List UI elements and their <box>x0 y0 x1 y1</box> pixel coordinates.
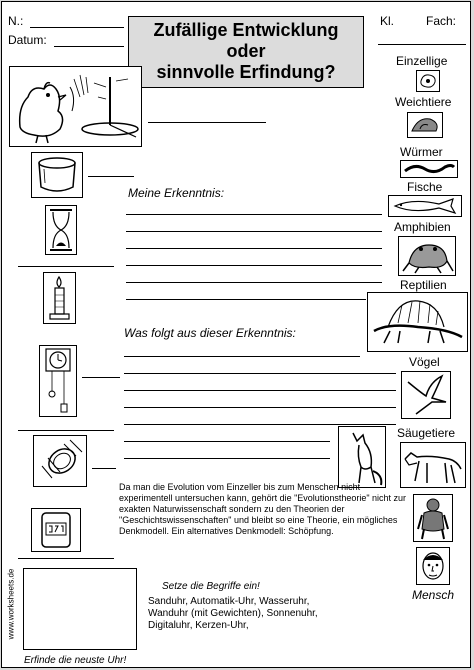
site-credit-text: www.worksheets.de <box>6 568 16 640</box>
consequence-line-1[interactable] <box>124 356 360 357</box>
human-picture <box>416 547 450 585</box>
bird-icon <box>402 372 450 418</box>
wolf-picture <box>400 442 466 488</box>
class-label: Kl. <box>380 14 395 28</box>
digital-watch-picture <box>31 508 81 552</box>
consequence-prompt: Was folgt aus dieser Erkenntnis: <box>124 326 296 340</box>
task-terms: Sanduhr, Automatik-Uhr, Wasseruhr, Wanduhr (mit Gewichten), Sonnenuhr, Digitaluhr, Kerzen-Uhr, <box>148 596 318 631</box>
reptile-picture <box>367 292 468 352</box>
date-label: Datum: <box>8 33 47 47</box>
consequence-line-6[interactable] <box>124 441 330 442</box>
animal-label-voegel: Vögel <box>409 355 440 369</box>
fish-icon <box>389 196 461 216</box>
animal-label-wuermer: Würmer <box>400 145 443 159</box>
single-cell-icon <box>417 71 439 91</box>
dimetrodon-icon <box>368 293 467 351</box>
answer-line-hourglass[interactable] <box>18 266 114 267</box>
digital-watch-icon <box>32 509 80 551</box>
consequence-line-4[interactable] <box>124 407 396 408</box>
worm-picture <box>400 160 458 178</box>
bowl-icon <box>32 153 82 197</box>
consequence-line-2[interactable] <box>124 373 396 374</box>
worksheet <box>1 1 471 668</box>
knowledge-line-1[interactable] <box>126 214 382 215</box>
title-line-2: oder <box>226 41 266 61</box>
snail-icon <box>408 113 442 137</box>
task-heading: Setze die Begriffe ein! <box>162 581 260 592</box>
date-line[interactable] <box>54 46 124 47</box>
fish-picture <box>388 195 462 217</box>
answer-line-water-clock[interactable] <box>88 176 134 177</box>
ape-picture <box>413 494 453 542</box>
hourglass-picture <box>45 205 77 255</box>
invention-drawing-box[interactable] <box>23 568 137 650</box>
wristwatch-icon <box>34 436 86 486</box>
animal-label-einzellige: Einzellige <box>396 54 448 68</box>
animal-label-amphibien: Amphibien <box>394 220 451 234</box>
sundial-rooster-picture <box>9 66 142 147</box>
explanation-text: Da man die Evolution vom Einzeller bis zum Menschen nicht experimentell untersuchen kann, gehört die "Evolutionstheorie" nicht zur exakten Naturwissenschaft sondern zu den Theorien der "Geschichtswissenschaften" und bleibt so eine Theorie, ein mögliches Denkmodell. Ein alternatives Denkmodell: Schöpfung. <box>119 482 407 536</box>
name-line[interactable] <box>30 27 124 28</box>
automatic-watch-picture <box>33 435 87 487</box>
class-subject-line[interactable] <box>378 44 466 45</box>
answer-line-automatic-watch[interactable] <box>92 468 116 469</box>
knowledge-line-6[interactable] <box>126 299 366 300</box>
consequence-line-5[interactable] <box>124 424 396 425</box>
animal-label-weichtiere: Weichtiere <box>395 95 452 109</box>
answer-line-wall-clock[interactable] <box>82 377 120 378</box>
fox-icon <box>339 427 385 487</box>
single-cell-picture <box>416 70 440 92</box>
animal-label-reptilien: Reptilien <box>400 278 447 292</box>
animal-label-saeugetiere: Säugetiere <box>397 426 456 440</box>
frog-icon <box>399 237 455 275</box>
answer-line-extra[interactable] <box>18 430 114 431</box>
answer-line-sundial[interactable] <box>148 122 266 123</box>
hourglass-icon <box>46 206 76 254</box>
face-icon <box>417 548 449 584</box>
animal-label-mensch: Mensch <box>412 588 455 602</box>
amphibian-picture <box>398 236 456 276</box>
title-line-3: sinnvolle Erfindung? <box>156 62 336 82</box>
ape-icon <box>414 495 452 541</box>
title-box <box>128 16 364 88</box>
water-clock-picture <box>31 152 83 198</box>
knowledge-prompt: Meine Erkenntnis: <box>128 186 225 200</box>
knowledge-line-2[interactable] <box>126 231 382 232</box>
worm-icon <box>401 161 457 177</box>
title-line-1: Zufällige Entwicklung <box>153 20 339 40</box>
bird-picture <box>401 371 451 419</box>
consequence-line-7[interactable] <box>124 458 330 459</box>
invention-prompt: Erfinde die neuste Uhr! <box>24 655 127 666</box>
candle-clock-picture <box>43 272 76 324</box>
wall-clock-picture <box>39 345 77 417</box>
site-credit <box>5 554 17 654</box>
fox-picture <box>338 426 386 488</box>
wall-clock-icon <box>40 346 76 416</box>
wolf-icon <box>401 443 465 487</box>
candle-icon <box>44 273 75 323</box>
sundial-rooster-icon <box>10 67 141 146</box>
knowledge-line-3[interactable] <box>126 248 382 249</box>
consequence-line-3[interactable] <box>124 390 396 391</box>
answer-line-digital-watch[interactable] <box>18 558 114 559</box>
subject-label: Fach: <box>426 14 457 28</box>
mollusc-picture <box>407 112 443 138</box>
knowledge-line-5[interactable] <box>126 282 382 283</box>
knowledge-line-4[interactable] <box>126 265 382 266</box>
name-label: N.: <box>8 14 24 28</box>
animal-label-fische: Fische <box>407 180 443 194</box>
